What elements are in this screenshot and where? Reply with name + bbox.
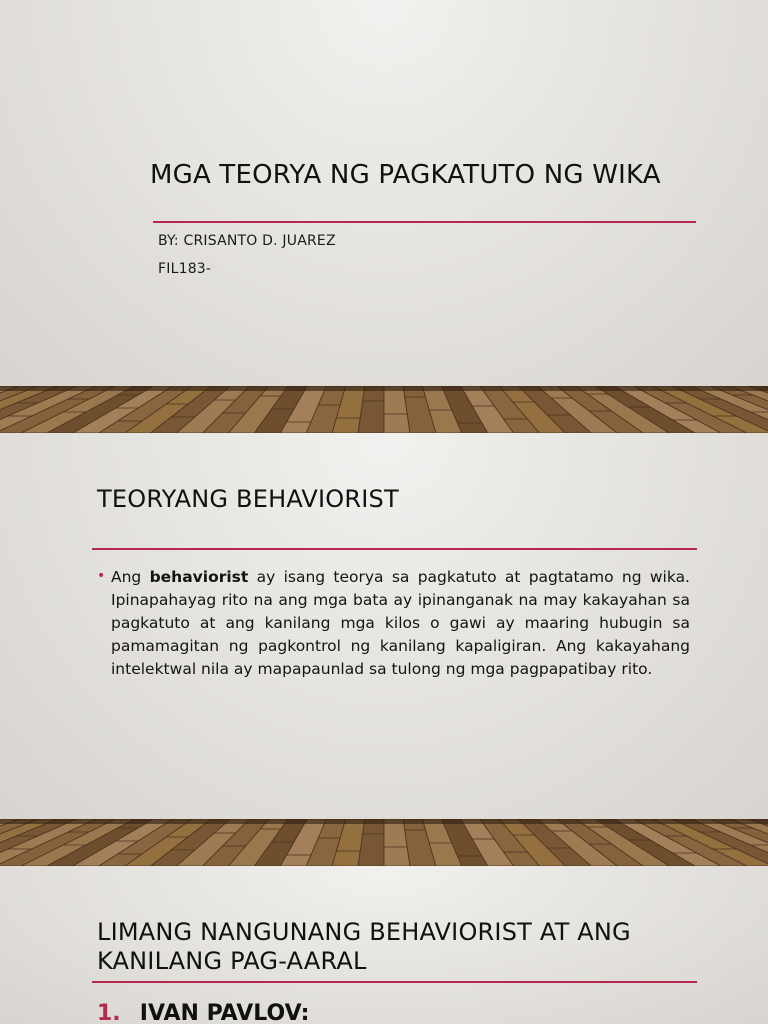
slide-2-title: TEORYANG BEHAVIORIST (97, 485, 399, 513)
slide-3-title-line-2: KANILANG PAG-AARAL (97, 947, 367, 975)
slide-3-divider (92, 981, 697, 983)
slide-3-title (97, 918, 631, 976)
floor-top-shadow (0, 819, 768, 824)
wood-floor-texture (0, 386, 768, 433)
definition-body: ay isang teorya sa pagkatuto at pagtatamo ng wika. Ipinapahayag rito na ang mga bata ay ipinanganak na may kakayahan sa pagkatuto at ang kanilang mga kilos o gawi ay maaring hubugin sa pamamagitan ng pagkontrol ng kanilang kapaligiran. Ang kakayahang intelektwal nila ay mapapaunlad sa tulong ng mga pagpapatibay rito. (111, 568, 690, 678)
definition-intro: Ang (111, 568, 150, 586)
wood-floor-texture (0, 819, 768, 866)
course-code: FIL183- (158, 261, 212, 277)
slide-3 (0, 866, 768, 1024)
behaviorist-definition (97, 566, 690, 681)
slide-3-title-line-1: LIMANG NANGUNANG BEHAVIORIST AT ANG (97, 918, 631, 946)
slide-2-divider (92, 548, 697, 550)
wood-floor-divider (0, 819, 768, 866)
definition-term: behaviorist (149, 568, 249, 586)
behaviorist-list-item (97, 1001, 309, 1024)
wood-floor-divider (0, 386, 768, 433)
author-byline: BY: CRISANTO D. JUAREZ (158, 233, 336, 249)
slide-1 (0, 0, 768, 386)
slide-2 (0, 433, 768, 819)
bullet-marker: • (97, 568, 106, 584)
list-item-number: 1. (97, 1001, 121, 1024)
list-item-title: IVAN PAVLOV: (139, 1001, 310, 1024)
slide-1-title: MGA TEORYA NG PAGKATUTO NG WIKA (150, 160, 661, 190)
floor-top-shadow (0, 386, 768, 391)
slide-1-divider (153, 221, 696, 223)
